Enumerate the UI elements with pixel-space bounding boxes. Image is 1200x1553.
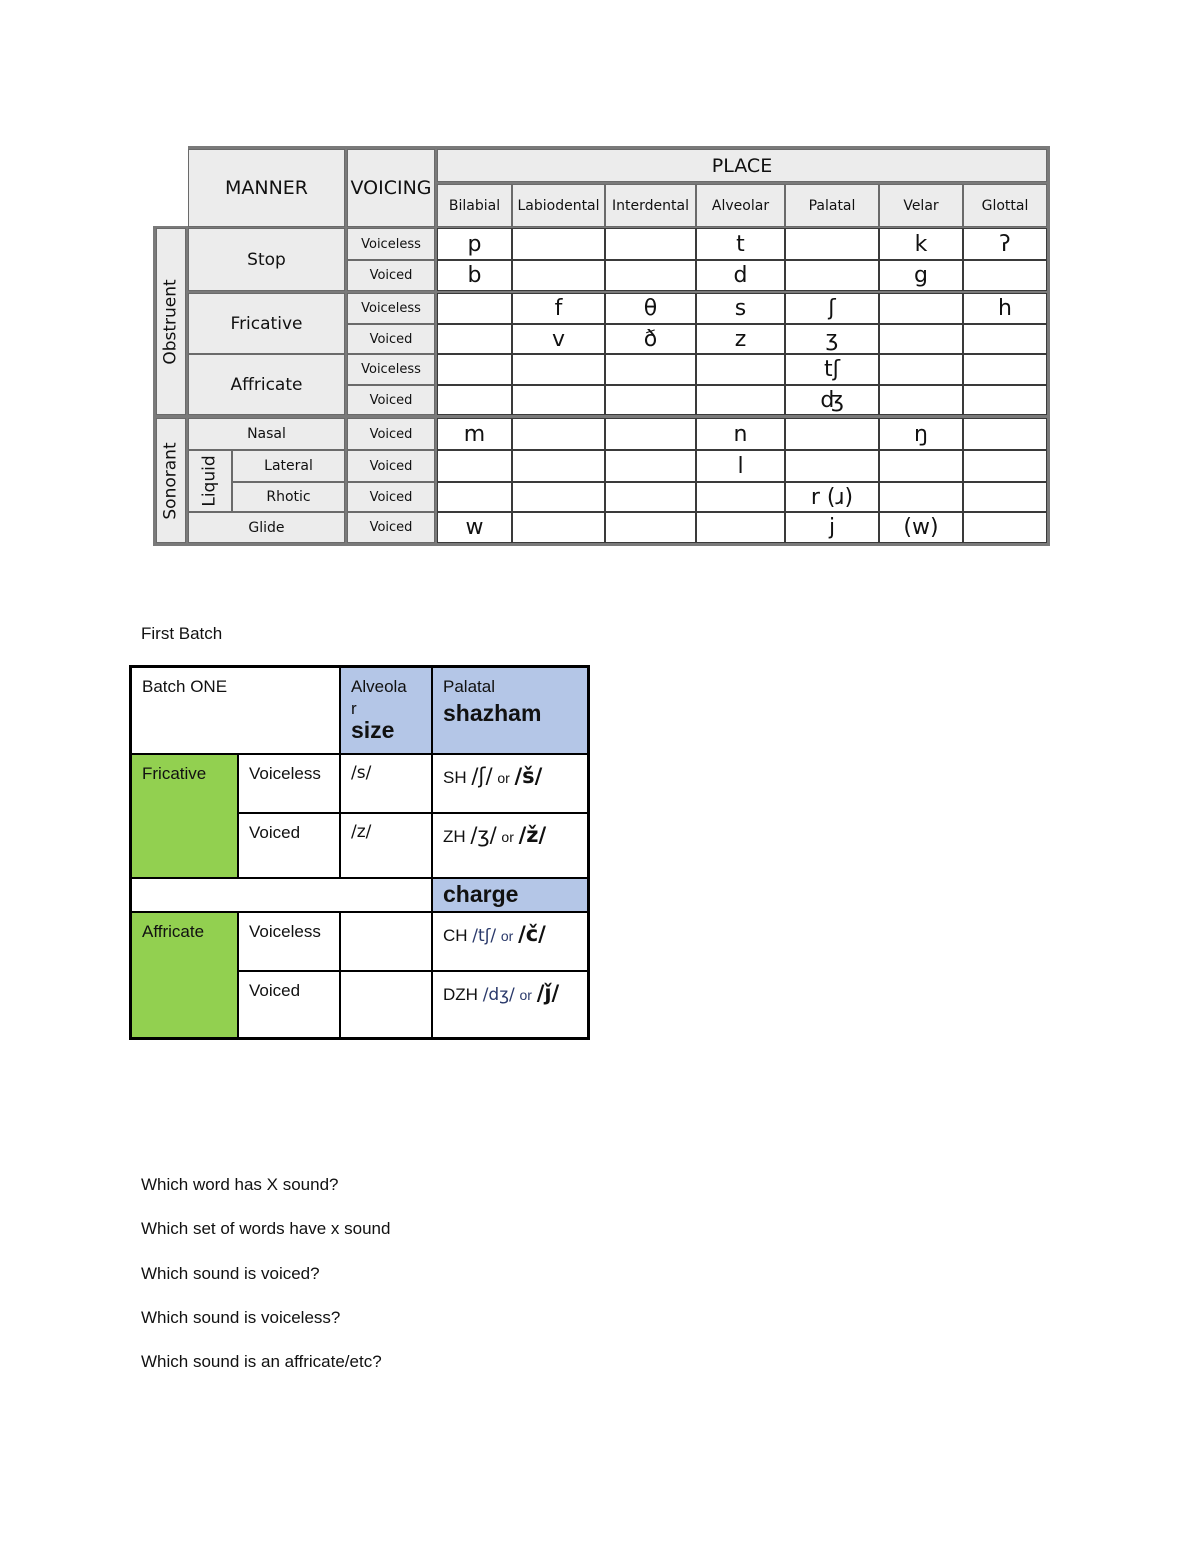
phoneme-cell-aff-voiced-labiodental — [512, 385, 605, 415]
phoneme-cell-fric-voiced-velar — [879, 324, 963, 354]
zh-or: or — [501, 829, 514, 845]
phoneme-cell-lateral-bilabial — [437, 450, 512, 482]
ch-ipa: /tʃ/ — [472, 926, 497, 946]
sh-prefix: SH — [443, 768, 467, 787]
phoneme-cell-glide-interdental — [605, 512, 696, 543]
phoneme-cell-nasal-alveolar: n — [696, 418, 785, 450]
place-alveolar: Alveolar — [696, 184, 785, 227]
phoneme-cell-aff-voiceless-glottal — [963, 354, 1047, 385]
phoneme-cell-nasal-labiodental — [512, 418, 605, 450]
sh-sound — [433, 755, 587, 812]
place-palatal: Palatal — [785, 184, 879, 227]
obstruent-label: Obstruent — [161, 278, 182, 365]
phoneme-cell-aff-voiced-interdental — [605, 385, 696, 415]
voicing-nasal: Voiced — [347, 418, 435, 450]
voicing-stop-voiceless: Voiceless — [347, 228, 435, 260]
phoneme-cell-stop-voiceless-velar: k — [879, 228, 963, 260]
sonorant-label: Sonorant — [161, 441, 181, 520]
phoneme-cell-fric-voiceless-velar — [879, 293, 963, 324]
voicing-header: VOICING — [347, 149, 435, 227]
sh-ipa: /ʃ/ — [471, 764, 493, 788]
obstruent-group — [156, 228, 186, 415]
zh-ipa: /ʒ/ — [470, 823, 497, 847]
phoneme-cell-rhotic-palatal: r (ɹ) — [785, 482, 879, 512]
question-4: Which sound is voiceless? — [141, 1308, 341, 1327]
place-bilabial: Bilabial — [437, 184, 512, 227]
phoneme-cell-stop-voiceless-labiodental — [512, 228, 605, 260]
manner-glide: Glide — [188, 512, 345, 543]
phoneme-cell-stop-voiced-glottal — [963, 260, 1047, 291]
phoneme-cell-lateral-interdental — [605, 450, 696, 482]
dzh-ipa: /dʒ/ — [482, 985, 515, 1005]
phoneme-cell-stop-voiceless-interdental — [605, 228, 696, 260]
palatal-label: Palatal — [443, 677, 495, 696]
fricative-voiced: Voiced — [239, 814, 339, 877]
voicing-affricate-voiced: Voiced — [347, 385, 435, 415]
zh-sound — [433, 814, 587, 877]
place-labiodental: Labiodental — [512, 184, 605, 227]
consonant-chart — [153, 146, 1050, 546]
manner-lateral: Lateral — [232, 450, 345, 482]
phoneme-cell-rhotic-alveolar — [696, 482, 785, 512]
phoneme-cell-glide-palatal: j — [785, 512, 879, 543]
phoneme-cell-glide-glottal — [963, 512, 1047, 543]
phoneme-cell-stop-voiceless-alveolar: t — [696, 228, 785, 260]
phoneme-cell-glide-velar: (w) — [879, 512, 963, 543]
sh-alt: /š/ — [514, 764, 543, 788]
phoneme-cell-nasal-glottal — [963, 418, 1047, 450]
phoneme-cell-glide-bilabial: w — [437, 512, 512, 543]
phoneme-cell-stop-voiceless-palatal — [785, 228, 879, 260]
phoneme-cell-stop-voiced-palatal — [785, 260, 879, 291]
batch-caption: First Batch — [141, 624, 223, 643]
phoneme-cell-aff-voiced-bilabial — [437, 385, 512, 415]
dzh-prefix: DZH — [443, 985, 478, 1004]
dzh-sound — [433, 972, 587, 1037]
phoneme-cell-lateral-labiodental — [512, 450, 605, 482]
phoneme-cell-nasal-velar: ŋ — [879, 418, 963, 450]
z-sound: /z/ — [341, 814, 431, 877]
voicing-affricate-voiceless: Voiceless — [347, 354, 435, 385]
ch-alt: /č/ — [518, 922, 546, 946]
phoneme-cell-glide-alveolar — [696, 512, 785, 543]
dzh-or: or — [519, 987, 532, 1003]
phoneme-cell-stop-voiced-bilabial: b — [437, 260, 512, 291]
phoneme-cell-rhotic-interdental — [605, 482, 696, 512]
batch-title: Batch ONE — [132, 668, 339, 753]
phoneme-cell-rhotic-bilabial — [437, 482, 512, 512]
voicing-rhotic: Voiced — [347, 482, 435, 512]
phoneme-cell-aff-voiceless-palatal: tʃ — [785, 354, 879, 385]
phoneme-cell-fric-voiced-palatal: ʒ — [785, 324, 879, 354]
phoneme-cell-stop-voiceless-bilabial: p — [437, 228, 512, 260]
phoneme-cell-aff-voiceless-bilabial — [437, 354, 512, 385]
place-glottal: Glottal — [963, 184, 1047, 227]
phoneme-cell-fric-voiceless-interdental: θ — [605, 293, 696, 324]
phoneme-cell-aff-voiceless-velar — [879, 354, 963, 385]
manner-nasal: Nasal — [188, 418, 345, 450]
voicing-fricative-voiceless: Voiceless — [347, 293, 435, 324]
affricate-alveolar-voiceless — [341, 913, 431, 970]
phoneme-cell-aff-voiceless-labiodental — [512, 354, 605, 385]
phoneme-cell-fric-voiced-bilabial — [437, 324, 512, 354]
phoneme-cell-stop-voiced-labiodental — [512, 260, 605, 291]
manner-affricate: Affricate — [188, 354, 345, 415]
voicing-lateral: Voiced — [347, 450, 435, 482]
phoneme-cell-aff-voiced-palatal: ʤ — [785, 385, 879, 415]
phoneme-cell-fric-voiceless-alveolar: s — [696, 293, 785, 324]
place-interdental: Interdental — [605, 184, 696, 227]
manner-header: MANNER — [188, 149, 345, 227]
alveolar-header — [341, 668, 431, 753]
affricate-voiced: Voiced — [239, 972, 339, 1037]
question-1: Which word has X sound? — [141, 1175, 339, 1194]
phoneme-cell-lateral-palatal — [785, 450, 879, 482]
phoneme-cell-rhotic-glottal — [963, 482, 1047, 512]
manner-rhotic: Rhotic — [232, 482, 345, 512]
palatal-word: shazham — [443, 699, 542, 726]
phoneme-cell-fric-voiced-alveolar: z — [696, 324, 785, 354]
phoneme-cell-rhotic-velar — [879, 482, 963, 512]
palatal-header — [433, 668, 587, 753]
charge-word: charge — [443, 881, 519, 907]
voicing-glide: Voiced — [347, 512, 435, 543]
affricate-voiceless: Voiceless — [239, 913, 339, 970]
sh-or: or — [497, 770, 510, 786]
ch-or: or — [500, 928, 514, 944]
zh-alt: /ž/ — [518, 823, 547, 847]
question-2: Which set of words have x sound — [141, 1219, 391, 1238]
phoneme-cell-nasal-interdental — [605, 418, 696, 450]
phoneme-cell-stop-voiced-interdental — [605, 260, 696, 291]
phoneme-cell-lateral-velar — [879, 450, 963, 482]
affricate-alveolar-voiced — [341, 972, 431, 1037]
phoneme-cell-aff-voiceless-alveolar — [696, 354, 785, 385]
alveolar-label-tail: r — [351, 699, 357, 719]
voicing-fricative-voiced: Voiced — [347, 324, 435, 354]
affricate-label: Affricate — [132, 913, 237, 1037]
phoneme-cell-fric-voiceless-bilabial — [437, 293, 512, 324]
ch-sound — [433, 913, 587, 970]
fricative-label: Fricative — [132, 755, 237, 877]
liquid-label: Liquid — [200, 455, 220, 507]
sonorant-group — [156, 418, 186, 543]
phoneme-cell-fric-voiceless-glottal: h — [963, 293, 1047, 324]
alveolar-label: Alveola — [351, 677, 407, 696]
liquid-group — [188, 450, 232, 512]
question-5: Which sound is an affricate/etc? — [141, 1352, 382, 1371]
manner-stop: Stop — [188, 228, 345, 291]
manner-fricative: Fricative — [188, 293, 345, 354]
phoneme-cell-fric-voiced-interdental: ð — [605, 324, 696, 354]
phoneme-cell-aff-voiced-velar — [879, 385, 963, 415]
phoneme-cell-aff-voiced-glottal — [963, 385, 1047, 415]
phoneme-cell-glide-labiodental — [512, 512, 605, 543]
phoneme-cell-stop-voiced-alveolar: d — [696, 260, 785, 291]
phoneme-cell-fric-voiced-labiodental: v — [512, 324, 605, 354]
phoneme-cell-aff-voiced-alveolar — [696, 385, 785, 415]
voicing-stop-voiced: Voiced — [347, 260, 435, 291]
phoneme-cell-fric-voiced-glottal — [963, 324, 1047, 354]
phoneme-cell-stop-voiceless-glottal: ʔ — [963, 228, 1047, 260]
phoneme-cell-stop-voiced-velar: g — [879, 260, 963, 291]
phoneme-cell-fric-voiceless-labiodental: f — [512, 293, 605, 324]
phoneme-cell-lateral-glottal — [963, 450, 1047, 482]
fricative-voiceless: Voiceless — [239, 755, 339, 812]
s-sound: /s/ — [341, 755, 431, 812]
ch-prefix: CH — [443, 926, 468, 945]
phoneme-cell-lateral-alveolar: l — [696, 450, 785, 482]
phoneme-cell-rhotic-labiodental — [512, 482, 605, 512]
chart-corner — [153, 146, 188, 226]
place-velar: Velar — [879, 184, 963, 227]
zh-prefix: ZH — [443, 827, 466, 846]
batch-table — [129, 665, 590, 1040]
place-header: PLACE — [437, 149, 1047, 182]
question-3: Which sound is voiced? — [141, 1264, 320, 1283]
charge-header — [433, 879, 587, 911]
spacer-cell — [132, 879, 431, 911]
alveolar-word: size — [351, 717, 395, 744]
dzh-alt: /ǰ/ — [536, 981, 560, 1005]
phoneme-cell-nasal-palatal — [785, 418, 879, 450]
phoneme-cell-nasal-bilabial: m — [437, 418, 512, 450]
phoneme-cell-aff-voiceless-interdental — [605, 354, 696, 385]
phoneme-cell-fric-voiceless-palatal: ʃ — [785, 293, 879, 324]
